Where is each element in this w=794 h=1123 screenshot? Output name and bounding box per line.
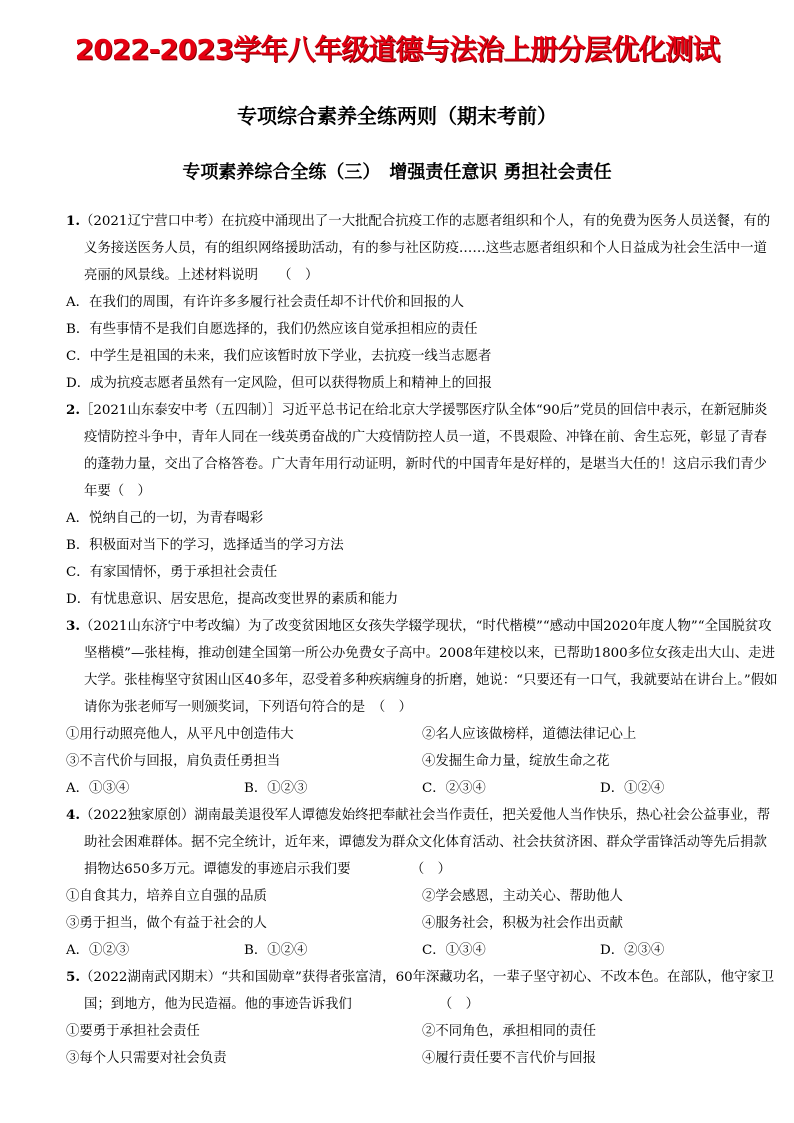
question-number: 5. xyxy=(66,969,80,985)
question-stem: ［2021山东泰安中考（五四制）］习近平总书记在给北京大学援鄂医疗队全体“90后”党员的回信中表示，在新冠肺炎疫情防控斗争中，青年人同在一线英勇奋战的广大疫情防控人员一道，不畏艰险、冲锋在前、舍生忘死，彰显了青春的蓬勃力量，交出了合格答卷。广大青年用行动证明，新时代的中国青年是好样的，是堪当大任的！这启示我们青少年要（ ） xyxy=(79,403,768,499)
statement-3: ③不言代价与回报，肩负责任勇担当 xyxy=(66,754,281,769)
choice-a: A．①③④ xyxy=(66,781,130,796)
statement-1: ①要勇于承担社会责任 xyxy=(66,1024,200,1039)
choice-b: B．①②④ xyxy=(244,943,308,958)
question-stem: （2021山东济宁中考改编）为了改变贫困地区女孩失学辍学现状，“时代楷模”“感动中国2020年度人物”“全国脱贫攻坚楷模”—张桂梅，推动创建全国第一所公办免费女子高中。2008年建校以来，已帮助1800多位女孩走出大山、走进大学。张桂梅坚守贫困山区40多年，忍受着多种疾病缠身的折磨，她说：“只要还有一口气，我就要站在讲台上。”假如请你为张老师写一则颁奖词，下列语句符合的是 （ ） xyxy=(79,619,778,715)
option-d: D．有忧患意识、居安思危，提高改变世界的素质和能力 xyxy=(66,592,399,607)
question-number: 2. xyxy=(66,402,80,418)
question-number: 4. xyxy=(66,807,80,823)
main-title: 2022-2023学年八年级道德与法治上册分层优化测试 xyxy=(74,33,720,66)
statement-2: ②不同角色，承担相同的责任 xyxy=(422,1024,597,1039)
subtitle: 专项综合素养全练两则（期末考前） xyxy=(237,104,557,128)
statement-3: ③每个人只需要对社会负责 xyxy=(66,1051,227,1066)
statement-1: ①用行动照亮他人，从平凡中创造伟大 xyxy=(66,727,294,742)
statement-4: ④服务社会，积极为社会作出贡献 xyxy=(422,916,623,931)
choice-a: A．①②③ xyxy=(66,943,130,958)
question-stem: （2021辽宁营口中考）在抗疫中涌现出了一大批配合抗疫工作的志愿者组织和个人，有的免费为医务人员送餐，有的义务接送医务人员，有的组织网络援助活动，有的参与社区防疫……这些志愿者组织和个人日益成为社会生活中一道亮丽的风景线。上述材料说明 （ ） xyxy=(79,214,771,283)
statement-2: ②学会感恩，主动关心、帮助他人 xyxy=(422,889,623,904)
choice-c: C．②③④ xyxy=(422,781,486,796)
section-title: 专项素养综合全练（三） 增强责任意识 勇担社会责任 xyxy=(182,162,612,183)
choice-d: D．②③④ xyxy=(600,943,665,958)
statement-1: ①自食其力，培养自立自强的品质 xyxy=(66,889,267,904)
option-d: D．成为抗疫志愿者虽然有一定风险，但可以获得物质上和精神上的回报 xyxy=(66,376,492,391)
option-b: B．有些事情不是我们自愿选择的，我们仍然应该自觉承担相应的责任 xyxy=(66,322,478,337)
statement-4: ④履行责任要不言代价与回报 xyxy=(422,1051,597,1066)
question-list xyxy=(66,208,778,1072)
option-c: C．有家国情怀，勇于承担社会责任 xyxy=(66,565,278,580)
option-b: B．积极面对当下的学习，选择适当的学习方法 xyxy=(66,538,344,553)
choice-b: B．①②③ xyxy=(244,781,308,796)
option-a: A．悦纳自己的一切，为青春喝彩 xyxy=(66,511,264,526)
choice-d: D．①②④ xyxy=(600,781,665,796)
statement-3: ③勇于担当，做个有益于社会的人 xyxy=(66,916,267,931)
option-a: A．在我们的周围，有许许多多履行社会责任却不计代价和回报的人 xyxy=(66,295,464,310)
question-4 xyxy=(66,802,778,964)
question-3 xyxy=(66,613,778,802)
question-number: 1. xyxy=(66,213,80,229)
statement-4: ④发掘生命力量，绽放生命之花 xyxy=(422,754,610,769)
question-2 xyxy=(66,397,778,613)
question-stem: （2022独家原创）湖南最美退役军人谭德发始终把奉献社会当作责任，把关爱他人当作快乐，热心社会公益事业，帮助社会困难群体。据不完全统计，近年来，谭德发为群众文化体育活动、社会扶贫济困、群众学雷锋活动等先后捐款捐物达650多万元。谭德发的事迹启示我们要 （ ） xyxy=(79,808,771,877)
statement-2: ②名人应该做榜样，道德法律记心上 xyxy=(422,727,637,742)
option-c: C．中学生是祖国的未来，我们应该暂时放下学业，去抗疫一线当志愿者 xyxy=(66,349,492,364)
question-1 xyxy=(66,208,778,397)
question-5 xyxy=(66,964,778,1072)
question-number: 3. xyxy=(66,618,80,634)
choice-c: C．①③④ xyxy=(422,943,486,958)
question-stem: （2022湖南武冈期末）“共和国勋章”获得者张富清，60年深藏功名，一辈子坚守初心、不改本色。在部队，他守家卫国；到地方，他为民造福。他的事迹告诉我们 （ ） xyxy=(79,970,775,1012)
